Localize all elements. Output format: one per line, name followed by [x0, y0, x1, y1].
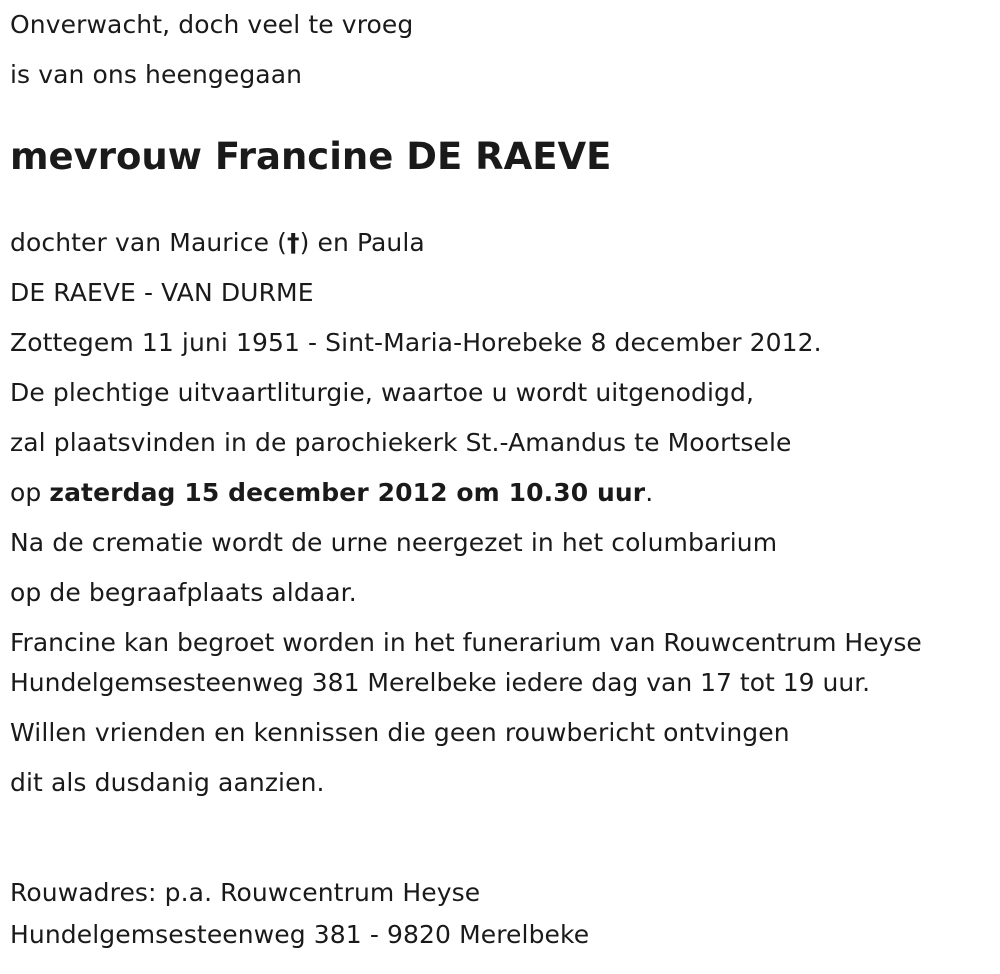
mourning-address [10, 872, 970, 956]
obituary-body [10, 218, 970, 808]
cremation-line-1: Na de crematie wordt de urne neergezet in het columbarium [10, 528, 778, 557]
cremation-line-2: op de begraafplaats aldaar. [10, 578, 357, 607]
visitation-paragraph: Francine kan begroet worden in het funerarium van Rouwcentrum Heyse Hundelgemsesteenweg 381 Merelbeke iedere dag van 17 tot 19 uur. [10, 628, 922, 697]
parents-prefix: dochter van Maurice ( [10, 228, 287, 257]
intro-line-2: is van ons heengegaan [10, 60, 303, 89]
notice-line-2: dit als dusdanig aanzien. [10, 768, 325, 797]
address-line-1: Rouwadres: p.a. Rouwcentrum Heyse [10, 878, 481, 907]
intro-line-1: Onverwacht, doch veel te vroeg [10, 10, 414, 39]
deceased-name: mevrouw Francine DE RAEVE [10, 135, 612, 178]
service-datetime: zaterdag 15 december 2012 om 10.30 uur [49, 478, 646, 507]
parents-line [10, 218, 970, 268]
service-prefix: op [10, 478, 50, 507]
invite-line-1: De plechtige uitvaartliturgie, waartoe u wordt uitgenodigd, [10, 378, 755, 407]
cross-icon: † [286, 228, 300, 257]
invite-line-2: zal plaatsvinden in de parochiekerk St.-Amandus te Moortsele [10, 428, 792, 457]
parents-suffix: ) en Paula [299, 228, 425, 257]
dates-line: Zottegem 11 juni 1951 - Sint-Maria-Horebeke 8 december 2012. [10, 328, 822, 357]
notice-line-1: Willen vrienden en kennissen die geen rouwbericht ontvingen [10, 718, 790, 747]
address-line-2: Hundelgemsesteenweg 381 - 9820 Merelbeke [10, 920, 590, 949]
family-name-line: DE RAEVE - VAN DURME [10, 278, 314, 307]
service-line [10, 468, 970, 518]
service-suffix: . [645, 478, 654, 507]
